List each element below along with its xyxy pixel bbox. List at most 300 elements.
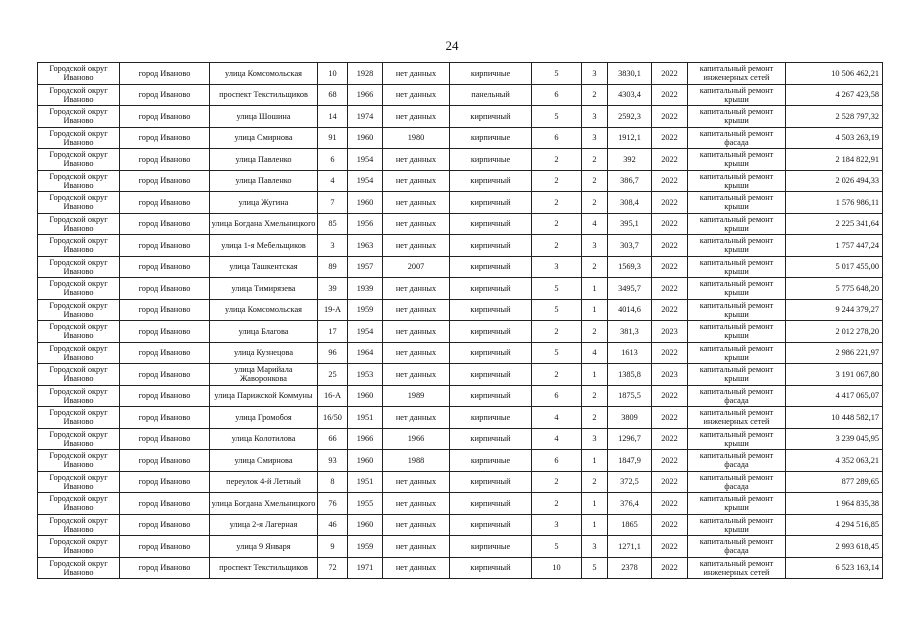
house-number-cell: 96	[318, 342, 348, 364]
floors-cell: 2	[532, 213, 582, 235]
wall-material-cell: кирпичный	[450, 514, 532, 536]
municipality-cell: Городской округ Иваново	[38, 127, 120, 149]
cost-cell: 877 289,65	[786, 471, 883, 493]
cost-cell: 3 191 067,80	[786, 364, 883, 386]
settlement-cell: город Иваново	[120, 321, 210, 343]
entrances-cell: 2	[582, 471, 608, 493]
repair-type-cell: капитальный ремонт крыши	[688, 514, 786, 536]
last-repair-year-cell: нет данных	[383, 471, 450, 493]
table-row	[38, 170, 883, 192]
area-cell: 1847,9	[608, 450, 652, 472]
wall-material-cell: кирпичный	[450, 385, 532, 407]
settlement-cell: город Иваново	[120, 450, 210, 472]
build-year-cell: 1964	[348, 342, 383, 364]
floors-cell: 5	[532, 342, 582, 364]
house-number-cell: 17	[318, 321, 348, 343]
build-year-cell: 1955	[348, 493, 383, 515]
house-number-cell: 85	[318, 213, 348, 235]
last-repair-year-cell: нет данных	[383, 321, 450, 343]
area-cell: 2592,3	[608, 106, 652, 128]
repair-type-cell: капитальный ремонт фасада	[688, 450, 786, 472]
plan-year-cell: 2022	[652, 84, 688, 106]
plan-year-cell: 2022	[652, 235, 688, 257]
entrances-cell: 2	[582, 170, 608, 192]
street-cell: улица 9 Января	[210, 536, 318, 558]
area-cell: 372,5	[608, 471, 652, 493]
street-cell: проспект Текстильщиков	[210, 557, 318, 579]
area-cell: 392	[608, 149, 652, 171]
entrances-cell: 1	[582, 364, 608, 386]
repair-type-cell: капитальный ремонт крыши	[688, 170, 786, 192]
plan-year-cell: 2022	[652, 557, 688, 579]
street-cell: улица Кузнецова	[210, 342, 318, 364]
build-year-cell: 1960	[348, 450, 383, 472]
floors-cell: 3	[532, 514, 582, 536]
floors-cell: 6	[532, 84, 582, 106]
repair-type-cell: капитальный ремонт крыши	[688, 493, 786, 515]
table-row	[38, 63, 883, 85]
floors-cell: 5	[532, 106, 582, 128]
build-year-cell: 1960	[348, 192, 383, 214]
municipality-cell: Городской округ Иваново	[38, 514, 120, 536]
last-repair-year-cell: нет данных	[383, 170, 450, 192]
repair-type-cell: капитальный ремонт крыши	[688, 149, 786, 171]
cost-cell: 2 993 618,45	[786, 536, 883, 558]
build-year-cell: 1960	[348, 385, 383, 407]
settlement-cell: город Иваново	[120, 106, 210, 128]
settlement-cell: город Иваново	[120, 63, 210, 85]
table-row	[38, 256, 883, 278]
municipality-cell: Городской округ Иваново	[38, 536, 120, 558]
entrances-cell: 3	[582, 428, 608, 450]
repair-type-cell: капитальный ремонт крыши	[688, 299, 786, 321]
plan-year-cell: 2022	[652, 192, 688, 214]
cost-cell: 3 239 045,95	[786, 428, 883, 450]
last-repair-year-cell: нет данных	[383, 299, 450, 321]
cost-cell: 10 448 582,17	[786, 407, 883, 429]
cost-cell: 2 225 341,64	[786, 213, 883, 235]
floors-cell: 10	[532, 557, 582, 579]
municipality-cell: Городской округ Иваново	[38, 84, 120, 106]
last-repair-year-cell: нет данных	[383, 192, 450, 214]
plan-year-cell: 2023	[652, 321, 688, 343]
area-cell: 3495,7	[608, 278, 652, 300]
settlement-cell: город Иваново	[120, 213, 210, 235]
table-row	[38, 299, 883, 321]
repair-type-cell: капитальный ремонт крыши	[688, 235, 786, 257]
house-number-cell: 16/50	[318, 407, 348, 429]
cost-cell: 2 026 494,33	[786, 170, 883, 192]
entrances-cell: 3	[582, 235, 608, 257]
cost-cell: 6 523 163,14	[786, 557, 883, 579]
house-number-cell: 25	[318, 364, 348, 386]
entrances-cell: 2	[582, 407, 608, 429]
settlement-cell: город Иваново	[120, 278, 210, 300]
floors-cell: 2	[532, 471, 582, 493]
area-cell: 2378	[608, 557, 652, 579]
area-cell: 1271,1	[608, 536, 652, 558]
floors-cell: 3	[532, 256, 582, 278]
settlement-cell: город Иваново	[120, 493, 210, 515]
street-cell: улица Ташкентская	[210, 256, 318, 278]
entrances-cell: 1	[582, 299, 608, 321]
repair-type-cell: капитальный ремонт крыши	[688, 192, 786, 214]
area-cell: 3809	[608, 407, 652, 429]
entrances-cell: 3	[582, 127, 608, 149]
house-number-cell: 8	[318, 471, 348, 493]
wall-material-cell: кирпичный	[450, 213, 532, 235]
table-row	[38, 407, 883, 429]
street-cell: улица Богдана Хмельницкого	[210, 213, 318, 235]
municipality-cell: Городской округ Иваново	[38, 106, 120, 128]
settlement-cell: город Иваново	[120, 557, 210, 579]
area-cell: 303,7	[608, 235, 652, 257]
last-repair-year-cell: нет данных	[383, 342, 450, 364]
house-number-cell: 4	[318, 170, 348, 192]
build-year-cell: 1960	[348, 514, 383, 536]
repair-type-cell: капитальный ремонт крыши	[688, 84, 786, 106]
municipality-cell: Городской округ Иваново	[38, 321, 120, 343]
cost-cell: 2 528 797,32	[786, 106, 883, 128]
settlement-cell: город Иваново	[120, 364, 210, 386]
municipality-cell: Городской округ Иваново	[38, 364, 120, 386]
municipality-cell: Городской округ Иваново	[38, 450, 120, 472]
street-cell: улица Колотилова	[210, 428, 318, 450]
area-cell: 395,1	[608, 213, 652, 235]
house-number-cell: 3	[318, 235, 348, 257]
street-cell: улица Павленко	[210, 170, 318, 192]
floors-cell: 5	[532, 278, 582, 300]
last-repair-year-cell: 1980	[383, 127, 450, 149]
repair-type-cell: капитальный ремонт крыши	[688, 364, 786, 386]
entrances-cell: 1	[582, 278, 608, 300]
last-repair-year-cell: 1966	[383, 428, 450, 450]
house-number-cell: 93	[318, 450, 348, 472]
house-number-cell: 91	[318, 127, 348, 149]
build-year-cell: 1928	[348, 63, 383, 85]
municipality-cell: Городской округ Иваново	[38, 213, 120, 235]
settlement-cell: город Иваново	[120, 170, 210, 192]
floors-cell: 5	[532, 299, 582, 321]
build-year-cell: 1951	[348, 471, 383, 493]
repair-type-cell: капитальный ремонт инженерных сетей	[688, 63, 786, 85]
house-number-cell: 89	[318, 256, 348, 278]
settlement-cell: город Иваново	[120, 84, 210, 106]
settlement-cell: город Иваново	[120, 471, 210, 493]
cost-cell: 1 757 447,24	[786, 235, 883, 257]
house-number-cell: 14	[318, 106, 348, 128]
settlement-cell: город Иваново	[120, 127, 210, 149]
plan-year-cell: 2022	[652, 127, 688, 149]
municipality-cell: Городской округ Иваново	[38, 63, 120, 85]
table-row	[38, 235, 883, 257]
floors-cell: 2	[532, 235, 582, 257]
table-row	[38, 149, 883, 171]
page-number: 24	[445, 38, 459, 53]
floors-cell: 2	[532, 192, 582, 214]
municipality-cell: Городской округ Иваново	[38, 557, 120, 579]
build-year-cell: 1974	[348, 106, 383, 128]
table-row	[38, 493, 883, 515]
build-year-cell: 1956	[348, 213, 383, 235]
wall-material-cell: панельный	[450, 84, 532, 106]
house-number-cell: 66	[318, 428, 348, 450]
municipality-cell: Городской округ Иваново	[38, 428, 120, 450]
last-repair-year-cell: 1988	[383, 450, 450, 472]
last-repair-year-cell: нет данных	[383, 493, 450, 515]
street-cell: улица Шошина	[210, 106, 318, 128]
housing-repair-table	[37, 62, 883, 579]
municipality-cell: Городской округ Иваново	[38, 493, 120, 515]
wall-material-cell: кирпичный	[450, 471, 532, 493]
table-row	[38, 342, 883, 364]
house-number-cell: 76	[318, 493, 348, 515]
build-year-cell: 1971	[348, 557, 383, 579]
area-cell: 1912,1	[608, 127, 652, 149]
municipality-cell: Городской округ Иваново	[38, 385, 120, 407]
settlement-cell: город Иваново	[120, 192, 210, 214]
street-cell: улица Смирнова	[210, 127, 318, 149]
repair-type-cell: капитальный ремонт крыши	[688, 342, 786, 364]
plan-year-cell: 2023	[652, 364, 688, 386]
street-cell: переулок 4-й Летный	[210, 471, 318, 493]
house-number-cell: 7	[318, 192, 348, 214]
wall-material-cell: кирпичный	[450, 428, 532, 450]
area-cell: 386,7	[608, 170, 652, 192]
last-repair-year-cell: нет данных	[383, 557, 450, 579]
plan-year-cell: 2022	[652, 342, 688, 364]
settlement-cell: город Иваново	[120, 342, 210, 364]
plan-year-cell: 2022	[652, 149, 688, 171]
settlement-cell: город Иваново	[120, 149, 210, 171]
street-cell: проспект Текстильщиков	[210, 84, 318, 106]
last-repair-year-cell: нет данных	[383, 278, 450, 300]
build-year-cell: 1966	[348, 428, 383, 450]
entrances-cell: 2	[582, 321, 608, 343]
area-cell: 308,4	[608, 192, 652, 214]
last-repair-year-cell: нет данных	[383, 536, 450, 558]
municipality-cell: Городской округ Иваново	[38, 471, 120, 493]
wall-material-cell: кирпичный	[450, 342, 532, 364]
cost-cell: 2 012 278,20	[786, 321, 883, 343]
entrances-cell: 2	[582, 256, 608, 278]
table-row	[38, 192, 883, 214]
street-cell: улица Павленко	[210, 149, 318, 171]
street-cell: улица Смирнова	[210, 450, 318, 472]
entrances-cell: 4	[582, 213, 608, 235]
entrances-cell: 4	[582, 342, 608, 364]
table-row	[38, 278, 883, 300]
build-year-cell: 1951	[348, 407, 383, 429]
entrances-cell: 3	[582, 63, 608, 85]
settlement-cell: город Иваново	[120, 256, 210, 278]
wall-material-cell: кирпичный	[450, 235, 532, 257]
build-year-cell: 1953	[348, 364, 383, 386]
repair-type-cell: капитальный ремонт крыши	[688, 213, 786, 235]
table-body	[38, 63, 883, 579]
floors-cell: 4	[532, 428, 582, 450]
area-cell: 1569,3	[608, 256, 652, 278]
area-cell: 3830,1	[608, 63, 652, 85]
entrances-cell: 2	[582, 192, 608, 214]
street-cell: улица Парижской Коммуны	[210, 385, 318, 407]
wall-material-cell: кирпичные	[450, 407, 532, 429]
plan-year-cell: 2022	[652, 450, 688, 472]
entrances-cell: 1	[582, 514, 608, 536]
plan-year-cell: 2022	[652, 514, 688, 536]
settlement-cell: город Иваново	[120, 407, 210, 429]
wall-material-cell: кирпичный	[450, 278, 532, 300]
table-row	[38, 213, 883, 235]
last-repair-year-cell: нет данных	[383, 514, 450, 536]
wall-material-cell: кирпичные	[450, 536, 532, 558]
build-year-cell: 1954	[348, 321, 383, 343]
floors-cell: 6	[532, 127, 582, 149]
street-cell: улица Марийала Жаворонкова	[210, 364, 318, 386]
last-repair-year-cell: 1989	[383, 385, 450, 407]
cost-cell: 4 294 516,85	[786, 514, 883, 536]
table-row	[38, 106, 883, 128]
build-year-cell: 1954	[348, 170, 383, 192]
settlement-cell: город Иваново	[120, 428, 210, 450]
cost-cell: 1 964 835,38	[786, 493, 883, 515]
table-row	[38, 514, 883, 536]
cost-cell: 2 986 221,97	[786, 342, 883, 364]
floors-cell: 6	[532, 385, 582, 407]
cost-cell: 5 775 648,20	[786, 278, 883, 300]
area-cell: 1865	[608, 514, 652, 536]
street-cell: улица Комсомольская	[210, 63, 318, 85]
last-repair-year-cell: нет данных	[383, 106, 450, 128]
municipality-cell: Городской округ Иваново	[38, 149, 120, 171]
wall-material-cell: кирпичный	[450, 106, 532, 128]
settlement-cell: город Иваново	[120, 385, 210, 407]
entrances-cell: 2	[582, 385, 608, 407]
area-cell: 381,3	[608, 321, 652, 343]
area-cell: 4303,4	[608, 84, 652, 106]
build-year-cell: 1939	[348, 278, 383, 300]
plan-year-cell: 2022	[652, 407, 688, 429]
house-number-cell: 9	[318, 536, 348, 558]
municipality-cell: Городской округ Иваново	[38, 235, 120, 257]
street-cell: улица Жугина	[210, 192, 318, 214]
last-repair-year-cell: нет данных	[383, 84, 450, 106]
street-cell: улица 1-я Мебельщиков	[210, 235, 318, 257]
cost-cell: 1 576 986,11	[786, 192, 883, 214]
repair-type-cell: капитальный ремонт крыши	[688, 278, 786, 300]
municipality-cell: Городской округ Иваново	[38, 192, 120, 214]
area-cell: 1385,8	[608, 364, 652, 386]
table-row	[38, 428, 883, 450]
last-repair-year-cell: нет данных	[383, 235, 450, 257]
settlement-cell: город Иваново	[120, 299, 210, 321]
cost-cell: 4 352 063,21	[786, 450, 883, 472]
wall-material-cell: кирпичный	[450, 364, 532, 386]
wall-material-cell: кирпичный	[450, 170, 532, 192]
last-repair-year-cell: нет данных	[383, 213, 450, 235]
repair-type-cell: капитальный ремонт фасада	[688, 536, 786, 558]
cost-cell: 2 184 822,91	[786, 149, 883, 171]
municipality-cell: Городской округ Иваново	[38, 299, 120, 321]
plan-year-cell: 2022	[652, 63, 688, 85]
house-number-cell: 10	[318, 63, 348, 85]
wall-material-cell: кирпичный	[450, 557, 532, 579]
plan-year-cell: 2022	[652, 256, 688, 278]
floors-cell: 2	[532, 364, 582, 386]
municipality-cell: Городской округ Иваново	[38, 256, 120, 278]
wall-material-cell: кирпичный	[450, 192, 532, 214]
wall-material-cell: кирпичный	[450, 299, 532, 321]
street-cell: улица Комсомольская	[210, 299, 318, 321]
cost-cell: 4 417 065,07	[786, 385, 883, 407]
table-row	[38, 471, 883, 493]
settlement-cell: город Иваново	[120, 235, 210, 257]
entrances-cell: 5	[582, 557, 608, 579]
street-cell: улица Благова	[210, 321, 318, 343]
floors-cell: 2	[532, 170, 582, 192]
municipality-cell: Городской округ Иваново	[38, 407, 120, 429]
wall-material-cell: кирпичные	[450, 149, 532, 171]
plan-year-cell: 2022	[652, 299, 688, 321]
house-number-cell: 19-А	[318, 299, 348, 321]
last-repair-year-cell: нет данных	[383, 63, 450, 85]
entrances-cell: 1	[582, 493, 608, 515]
settlement-cell: город Иваново	[120, 514, 210, 536]
build-year-cell: 1959	[348, 299, 383, 321]
build-year-cell: 1960	[348, 127, 383, 149]
cost-cell: 4 267 423,58	[786, 84, 883, 106]
municipality-cell: Городской округ Иваново	[38, 170, 120, 192]
repair-type-cell: капитальный ремонт крыши	[688, 321, 786, 343]
build-year-cell: 1959	[348, 536, 383, 558]
settlement-cell: город Иваново	[120, 536, 210, 558]
build-year-cell: 1954	[348, 149, 383, 171]
house-number-cell: 46	[318, 514, 348, 536]
floors-cell: 2	[532, 493, 582, 515]
build-year-cell: 1963	[348, 235, 383, 257]
floors-cell: 2	[532, 149, 582, 171]
repair-type-cell: капитальный ремонт фасада	[688, 471, 786, 493]
last-repair-year-cell: нет данных	[383, 407, 450, 429]
repair-type-cell: капитальный ремонт инженерных сетей	[688, 407, 786, 429]
municipality-cell: Городской округ Иваново	[38, 278, 120, 300]
plan-year-cell: 2022	[652, 471, 688, 493]
wall-material-cell: кирпичные	[450, 127, 532, 149]
repair-type-cell: капитальный ремонт фасада	[688, 127, 786, 149]
table-row	[38, 536, 883, 558]
floors-cell: 6	[532, 450, 582, 472]
house-number-cell: 16-А	[318, 385, 348, 407]
street-cell: улица Громобоя	[210, 407, 318, 429]
repair-type-cell: капитальный ремонт фасада	[688, 385, 786, 407]
wall-material-cell: кирпичные	[450, 450, 532, 472]
plan-year-cell: 2022	[652, 536, 688, 558]
cost-cell: 9 244 379,27	[786, 299, 883, 321]
table-row	[38, 385, 883, 407]
repair-type-cell: капитальный ремонт инженерных сетей	[688, 557, 786, 579]
area-cell: 4014,6	[608, 299, 652, 321]
last-repair-year-cell: нет данных	[383, 149, 450, 171]
area-cell: 1875,5	[608, 385, 652, 407]
repair-type-cell: капитальный ремонт крыши	[688, 106, 786, 128]
table-row	[38, 364, 883, 386]
house-number-cell: 72	[318, 557, 348, 579]
plan-year-cell: 2022	[652, 385, 688, 407]
municipality-cell: Городской округ Иваново	[38, 342, 120, 364]
build-year-cell: 1966	[348, 84, 383, 106]
entrances-cell: 2	[582, 149, 608, 171]
entrances-cell: 1	[582, 450, 608, 472]
